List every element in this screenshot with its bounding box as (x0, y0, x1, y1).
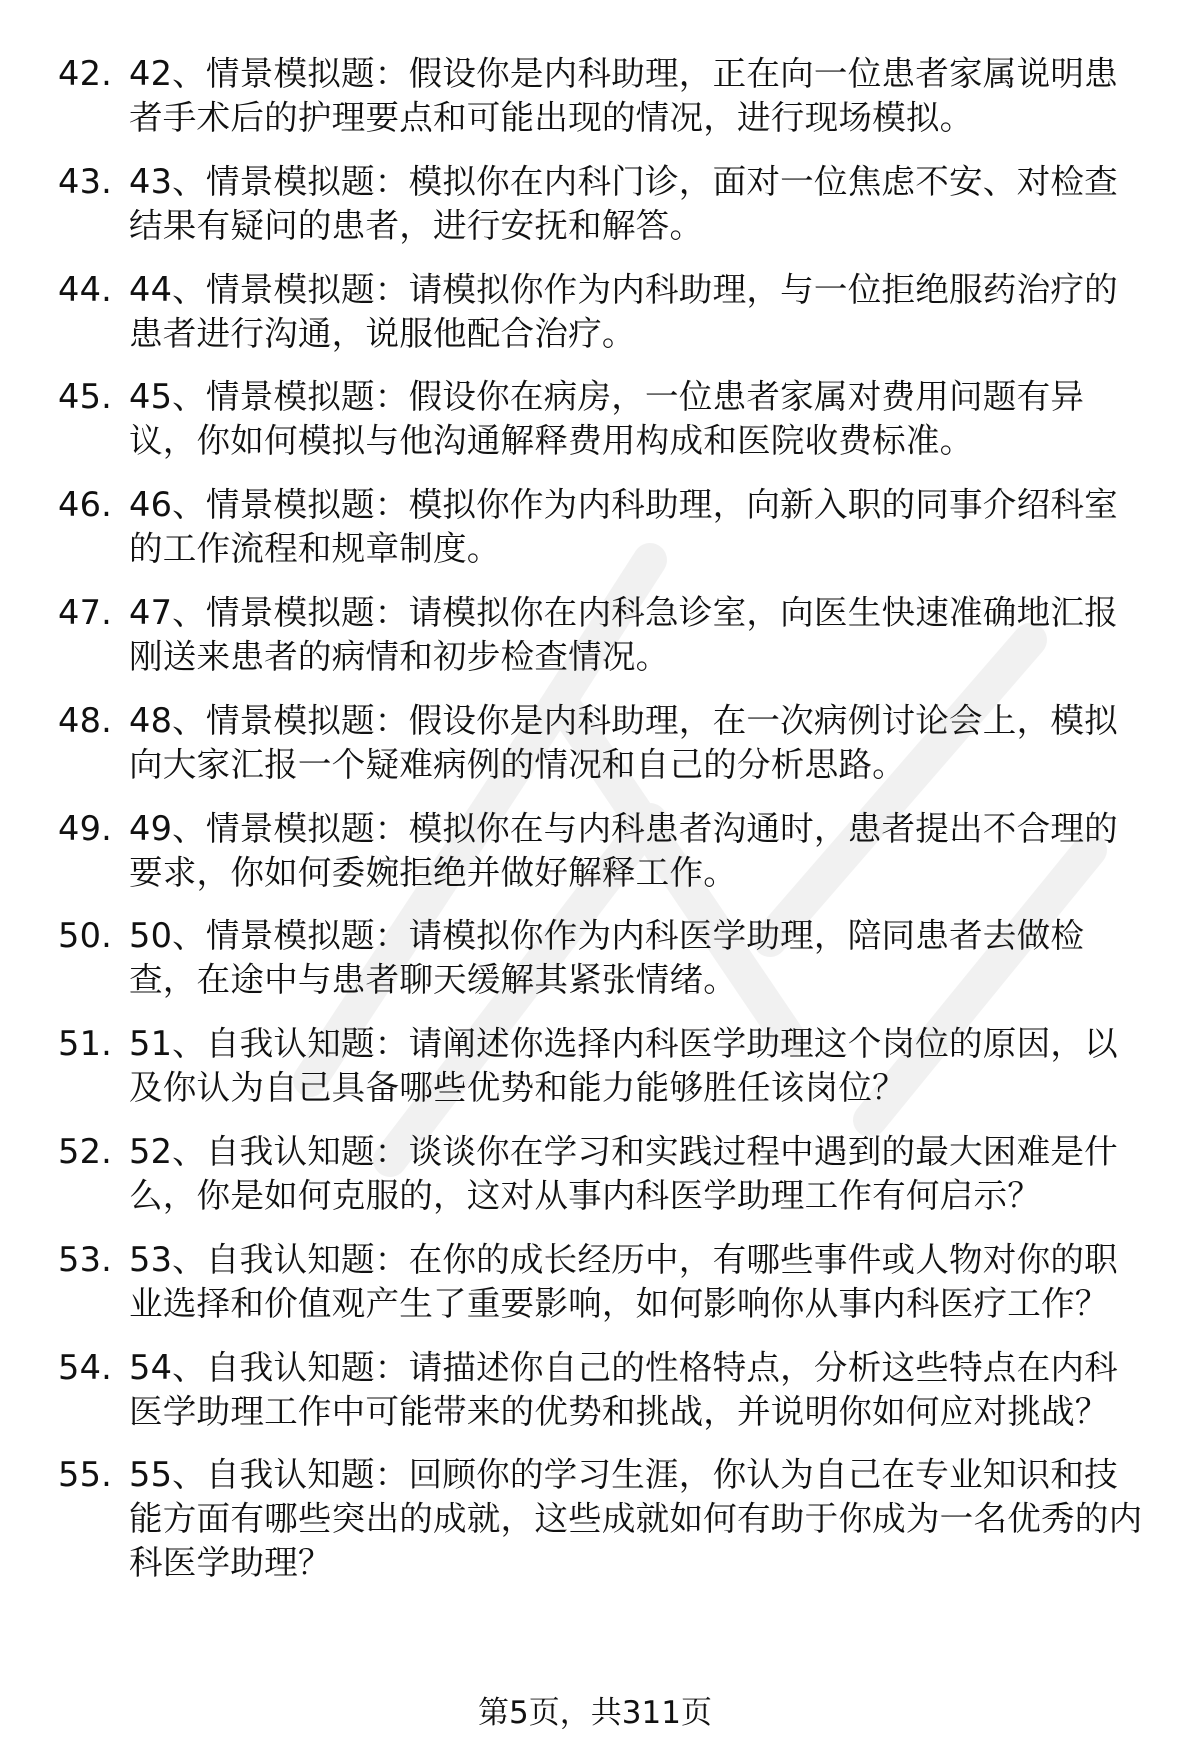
question-number: 46. (58, 485, 113, 525)
question-text: 53、自我认知题：在你的成长经历中，有哪些事件或人物对你的职业选择和价值观产生了重要影响，如何影响你从事内科医疗工作？ (129, 1239, 1118, 1323)
question-text: 50、情景模拟题：请模拟你作为内科医学助理，陪同患者去做检查，在途中与患者聊天缓解其紧张情绪。 (129, 916, 1085, 1000)
question-item (58, 483, 1150, 571)
question-text: 47、情景模拟题：请模拟你在内科急诊室，向医生快速准确地汇报刚送来患者的病情和初步检查情况。 (129, 592, 1118, 676)
question-text: 43、情景模拟题：模拟你在内科门诊，面对一位焦虑不安、对检查结果有疑问的患者，进行安抚和解答。 (129, 161, 1118, 245)
question-number: 48. (58, 700, 113, 740)
question-number: 49. (58, 808, 113, 848)
question-text: 49、情景模拟题：模拟你在与内科患者沟通时，患者提出不合理的要求，你如何委婉拒绝并做好解释工作。 (129, 808, 1118, 892)
question-text: 52、自我认知题：谈谈你在学习和实践过程中遇到的最大困难是什么，你是如何克服的，这对从事内科医学助理工作有何启示？ (129, 1131, 1118, 1215)
question-number: 55. (58, 1455, 113, 1495)
question-text: 46、情景模拟题：模拟你作为内科助理，向新入职的同事介绍科室的工作流程和规章制度。 (129, 485, 1118, 569)
question-item (58, 1130, 1150, 1218)
question-number: 47. (58, 592, 113, 632)
question-number: 51. (58, 1024, 113, 1064)
question-number: 43. (58, 161, 113, 201)
question-item (58, 375, 1150, 463)
question-number: 53. (58, 1239, 113, 1279)
question-item (58, 1238, 1150, 1326)
question-number: 50. (58, 916, 113, 956)
question-text: 44、情景模拟题：请模拟你作为内科助理，与一位拒绝服药治疗的患者进行沟通，说服他配合治疗。 (129, 269, 1118, 353)
question-list (58, 52, 1150, 1605)
question-text: 54、自我认知题：请描述你自己的性格特点，分析这些特点在内科医学助理工作中可能带来的优势和挑战，并说明你如何应对挑战？ (129, 1347, 1118, 1431)
question-text: 55、自我认知题：回顾你的学习生涯，你认为自己在专业知识和技能方面有哪些突出的成就，这些成就如何有助于你成为一名优秀的内科医学助理？ (129, 1455, 1143, 1583)
question-text: 48、情景模拟题：假设你是内科助理，在一次病例讨论会上，模拟向大家汇报一个疑难病例的情况和自己的分析思路。 (129, 700, 1118, 784)
question-item (58, 1453, 1150, 1585)
page-footer: 第5页，共311页 (478, 1695, 712, 1731)
question-item (58, 699, 1150, 787)
question-item (58, 52, 1150, 140)
question-item (58, 160, 1150, 248)
question-number: 45. (58, 377, 113, 417)
question-item (58, 807, 1150, 895)
question-item (58, 1022, 1150, 1110)
question-text: 45、情景模拟题：假设你在病房，一位患者家属对费用问题有异议，你如何模拟与他沟通解释费用构成和医院收费标准。 (129, 377, 1085, 461)
question-item (58, 1346, 1150, 1434)
question-number: 54. (58, 1347, 113, 1387)
question-number: 42. (58, 54, 113, 93)
question-text: 51、自我认知题：请阐述你选择内科医学助理这个岗位的原因，以及你认为自己具备哪些优势和能力能够胜任该岗位？ (129, 1024, 1118, 1108)
question-text: 42、情景模拟题：假设你是内科助理，正在向一位患者家属说明患者手术后的护理要点和可能出现的情况，进行现场模拟。 (129, 54, 1118, 137)
question-item (58, 914, 1150, 1002)
question-item (58, 268, 1150, 356)
question-item (58, 591, 1150, 679)
question-number: 52. (58, 1131, 113, 1171)
question-number: 44. (58, 269, 113, 309)
